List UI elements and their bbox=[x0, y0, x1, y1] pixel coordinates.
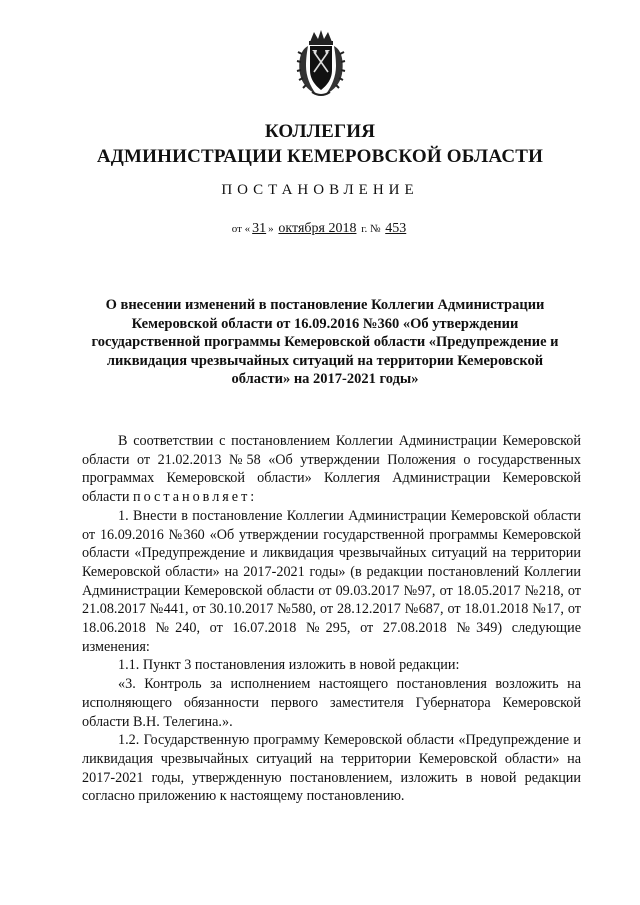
resolves-text: постановляет: bbox=[132, 489, 258, 506]
date-month-year: октября 2018 bbox=[278, 221, 357, 236]
date-year-suffix: г. bbox=[361, 223, 368, 235]
kemerovo-coat-of-arms-icon bbox=[296, 28, 346, 98]
document-body bbox=[82, 432, 581, 806]
intro-paragraph bbox=[82, 432, 581, 507]
intro-text: В соответствии с постановлением Коллегии Администрации Кемеровской области от 21.02.2013 №58 «Об утверждении Положения о государственных программах Кемеровской области» Коллегия Администрации Кемеровской области bbox=[82, 433, 581, 506]
paragraph-1: 1. Внести в постановление Коллегии Администрации Кемеровской области от 16.09.2016 №360 «Об утверждении государственной программы Кемеровской области «Предупреждение и ликвидация чрезвычайных ситуаций на территории Кемеровской области» на 2017-2021 годы» (в редакции постановлений Коллегии Администрации Кемеровской области от 09.03.2017 №97, от 18.05.2017 №218, от 21.08.2017 №441, от 30.10.2017 №580, от 28.12.2017 №687, от 18.01.2018 №17, от 18.06.2018 №240, от 16.07.2018 №295, от 27.08.2018 №349) следующие изменения: bbox=[82, 507, 581, 655]
document-type: ПОСТАНОВЛЕНИЕ bbox=[221, 182, 419, 198]
date-day: 31 bbox=[252, 221, 267, 236]
date-close-quote: » bbox=[268, 223, 274, 235]
org-name-line2: АДМИНИСТРАЦИИ КЕМЕРОВСКОЙ ОБЛАСТИ bbox=[96, 146, 544, 167]
paragraph-1-1: 1.1. Пункт 3 постановления изложить в новой редакции: bbox=[118, 657, 460, 674]
paragraph-1-1-quote: «3. Контроль за исполнением настоящего постановления возложить на исполняющего обязанности первого заместителя Губернатора Кемеровской области В.Н. Телегина.». bbox=[82, 676, 581, 730]
date-prefix: от « bbox=[231, 223, 251, 235]
doc-number-label: № bbox=[370, 223, 381, 235]
org-name-line1: КОЛЛЕГИЯ bbox=[264, 121, 376, 142]
document-title: О внесении изменений в постановление Коллегии Администрации Кемеровской области от 16.09.2016 №360 «Об утверждении государственной программы Кемеровской области «Предупреждение и ликвидация чрезвычайных ситуаций на территории Кемеровской области» на 2017-2021 годы» bbox=[91, 297, 559, 387]
doc-number: 453 bbox=[385, 221, 407, 236]
date-line bbox=[0, 221, 640, 237]
paragraph-1-2: 1.2. Государственную программу Кемеровской области «Предупреждение и ликвидация чрезвычайных ситуаций на территории Кемеровской области» на 2017-2021 годы, утвержденную постановлением, изложить в новой редакции согласно приложению к настоящему постановлению. bbox=[82, 732, 581, 805]
